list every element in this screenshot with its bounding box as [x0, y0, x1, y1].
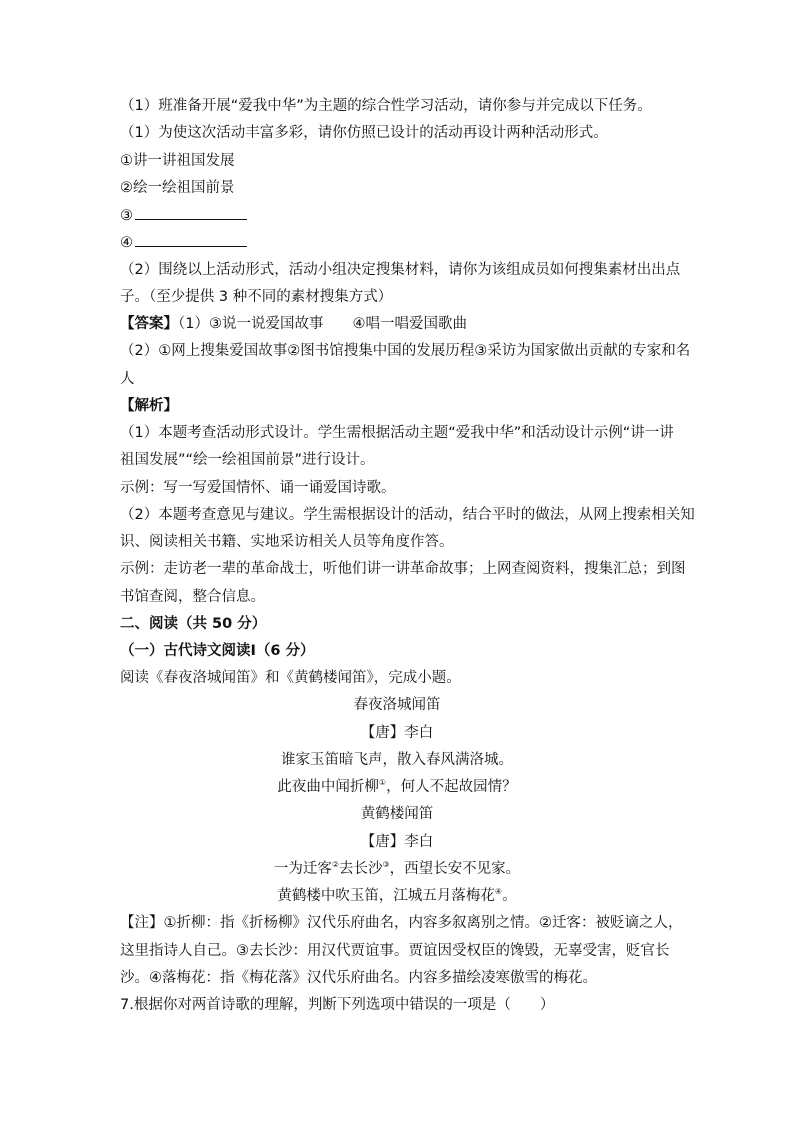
poem-2-line-1: [0, 859, 794, 879]
answer-2-line-1: （2）①网上搜集爱国故事②图书馆搜集中国的发展历程③采访为国家做出贡献的专家和名: [120, 343, 691, 359]
activity-option-4: [120, 232, 247, 253]
answer-blank: [135, 205, 247, 220]
sub-heading: （一）古代诗文阅读Ⅰ（6 分）: [120, 643, 315, 659]
question-2-line-2: 子。（至少提供 3 种不同的素材搜集方式）: [120, 289, 393, 305]
poem-2-title: 黄鹤楼闻笛: [360, 806, 434, 822]
footnote-marker: ②: [331, 860, 339, 870]
question-7: 7.根据你对两首诗歌的理解，判断下列选项中错误的一项是（ ）: [120, 997, 555, 1013]
notes-line-3: 沙。④落梅花：指《梅花落》汉代乐府曲名。内容多描绘凌寒傲雪的梅花。: [120, 970, 597, 986]
analysis-2-line-1: （2）本题考查意见与建议。学生需根据设计的活动，结合平时的做法，从网上搜索相关知: [120, 507, 695, 523]
option-4-marker: ④: [120, 235, 133, 251]
poem-2-line-2: [0, 886, 794, 906]
analysis-2-line-2: 识、阅读相关书籍、实地采访相关人员等角度作答。: [120, 534, 454, 550]
question-1: （1）为使这次活动丰富多彩，请你仿照已设计的活动再设计两种活动形式。: [120, 125, 608, 141]
analysis-1-line-2: 祖国发展”“绘一绘祖国前景”进行设计。: [120, 452, 375, 468]
answer-blank: [135, 232, 247, 247]
answer-2-line-2: 人: [120, 371, 135, 387]
poem-2-author: 【唐】李白: [360, 834, 434, 850]
poem-1-author: 【唐】李白: [360, 725, 434, 741]
poem-text: 黄鹤楼中吹玉笛，江城五月落梅花: [277, 888, 495, 904]
task-intro: （1）班准备开展“爱我中华”为主题的综合性学习活动，请你参与并完成以下任务。: [120, 98, 652, 114]
reading-instruction: 阅读《春夜洛城闻笛》和《黄鹤楼闻笛》，完成小题。: [120, 670, 461, 686]
section-heading: 二、阅读（共 50 分）: [120, 616, 267, 632]
example-1: 示例：写一写爱国情怀、诵一诵爱国诗歌。: [120, 480, 396, 496]
notes-line-1: 【注】①折柳：指《折杨柳》汉代乐府曲名，内容多叙离别之情。②迁客：被贬谪之人，: [120, 915, 683, 931]
example-2-line-2: 书馆查阅，整合信息。: [120, 589, 265, 605]
poem-text: 一为迁客: [273, 861, 332, 877]
notes-line-2: 这里指诗人自己。③去长沙：用汉代贾谊事。贾谊因受权臣的馋毁，无辜受害，贬官长: [120, 943, 670, 959]
example-2-line-1: 示例：走访老一辈的革命战士，听他们讲一讲革命故事；上网查阅资料，搜集汇总；到图: [120, 561, 686, 577]
question-2-line-1: （2）围绕以上活动形式，活动小组决定搜集材料，请你为该组成员如何搜集素材出出点: [120, 262, 681, 278]
activity-option-3: [120, 205, 247, 226]
activity-option-1: ①讲一讲祖国发展: [120, 153, 235, 169]
poem-1-line-2: [0, 777, 794, 797]
option-3-marker: ③: [120, 208, 133, 224]
poem-text: 去长沙: [339, 861, 383, 877]
footnote-marker: ①: [378, 778, 387, 788]
footnote-marker: ④: [494, 887, 503, 897]
answer-label: 【答案】: [120, 316, 178, 332]
poem-text: 此夜曲中闻折柳: [277, 779, 379, 795]
activity-option-2: ②绘一绘祖国前景: [120, 180, 235, 196]
poem-text: ，何人不起故园情？: [386, 779, 517, 795]
poem-1-line-1: 谁家玉笛暗飞声，散入春风满洛城。: [281, 752, 513, 768]
answer-line-1: [120, 314, 467, 334]
footnote-marker: ③: [382, 860, 390, 870]
analysis-1-line-1: （1）本题考查活动形式设计。学生需根据活动主题“爱我中华”和活动设计示例“讲一讲: [120, 425, 674, 441]
answer-1: （1）③说一说爱国故事 ④唱一唱爱国歌曲: [178, 316, 467, 332]
poem-text: 。: [502, 888, 517, 904]
analysis-label: 【解析】: [120, 398, 178, 414]
poem-text: ，西望长安不见家。: [389, 861, 521, 877]
poem-1-title: 春夜洛城闻笛: [353, 697, 441, 713]
